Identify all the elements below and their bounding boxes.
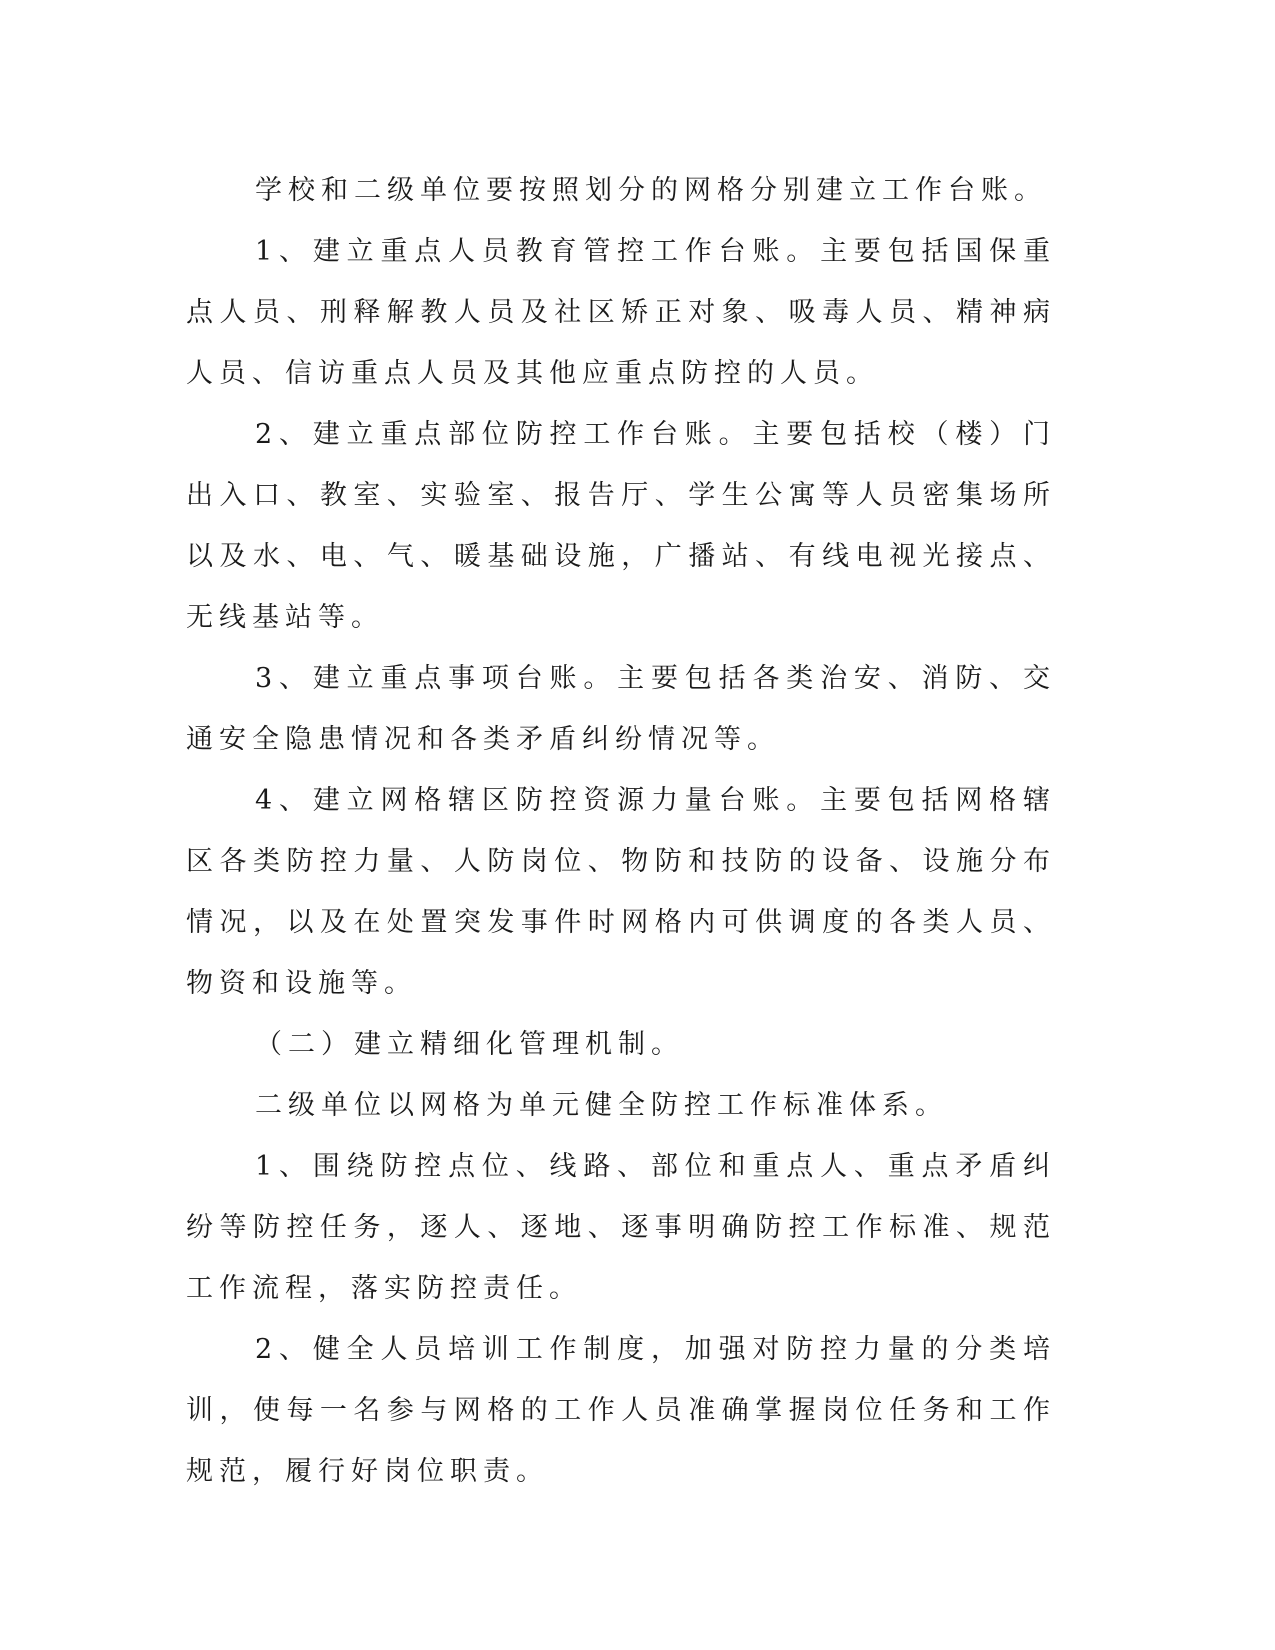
paragraph-control-tasks: 1、围绕防控点位、线路、部位和重点人、重点矛盾纠纷等防控任务，逐人、逐地、逐事明确防控工作标准、规范工作流程，落实防控责任。: [186, 1151, 1056, 1304]
paragraph-training-system: 2、健全人员培训工作制度，加强对防控力量的分类培训，使每一名参与网格的工作人员准确掌握岗位任务和工作规范，履行好岗位职责。: [186, 1334, 1056, 1487]
paragraph-key-matters: 3、建立重点事项台账。主要包括各类治安、消防、交通安全隐患情况和各类矛盾纠纷情况等。: [186, 663, 1056, 755]
paragraph-key-locations: 2、建立重点部位防控工作台账。主要包括校（楼）门出入口、教室、实验室、报告厅、学生公寓等人员密集场所以及水、电、气、暖基础设施，广播站、有线电视光接点、无线基站等。: [186, 419, 1056, 633]
paragraph-ledger-intro: 学校和二级单位要按照划分的网格分别建立工作台账。: [255, 175, 1047, 206]
paragraph-standards-intro: 二级单位以网格为单元健全防控工作标准体系。: [255, 1090, 948, 1121]
paragraph-grid-resources: 4、建立网格辖区防控资源力量台账。主要包括网格辖区各类防控力量、人防岗位、物防和技防的设备、设施分布情况，以及在处置突发事件时网格内可供调度的各类人员、物资和设施等。: [186, 785, 1056, 999]
document-body: [186, 160, 1056, 1502]
paragraph-key-personnel: 1、建立重点人员教育管控工作台账。主要包括国保重点人员、刑释解教人员及社区矫正对象、吸毒人员、精神病人员、信访重点人员及其他应重点防控的人员。: [186, 236, 1056, 389]
section-heading-refined-management: （二）建立精细化管理机制。: [255, 1029, 684, 1060]
